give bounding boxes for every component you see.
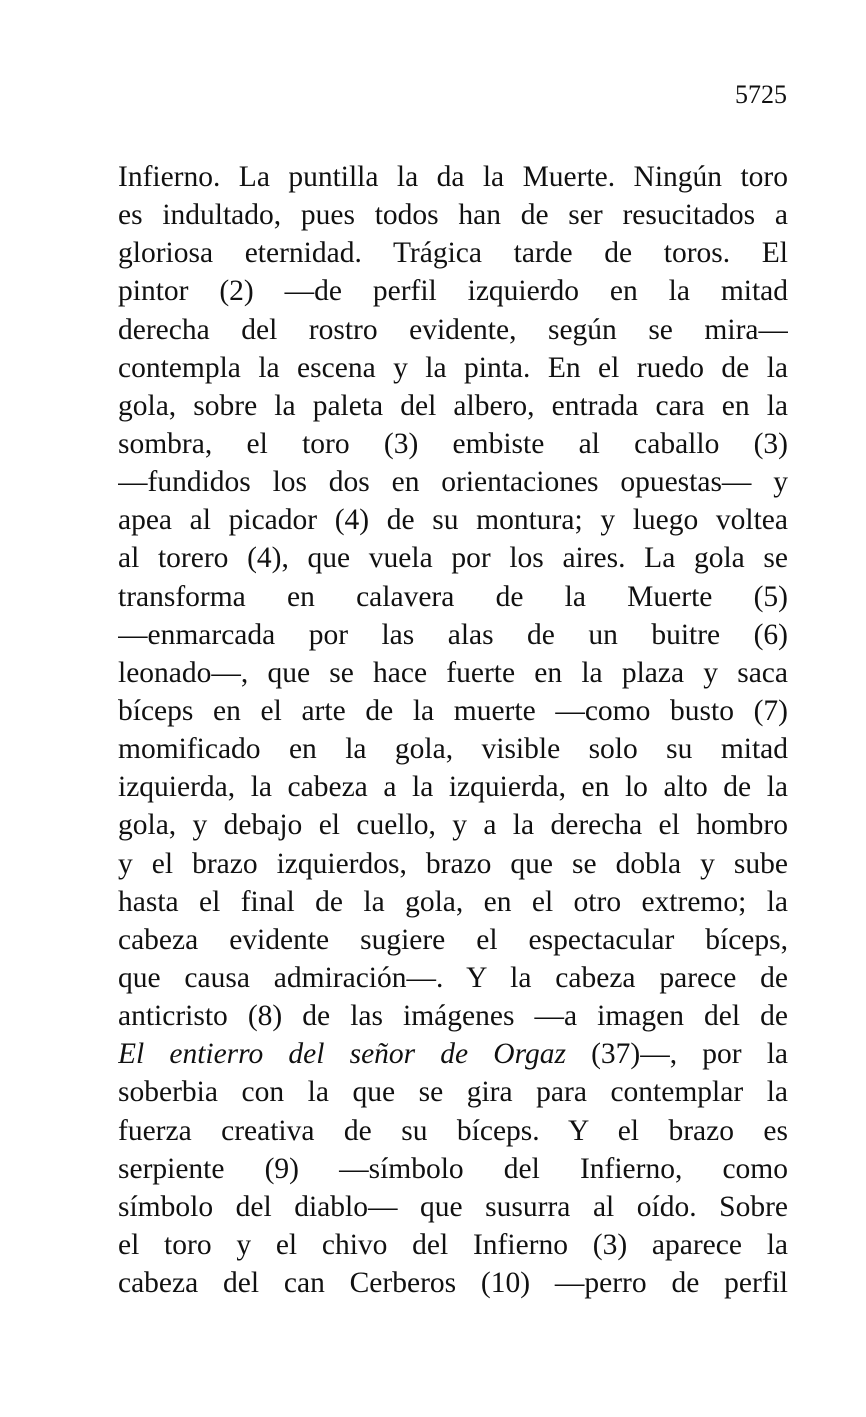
- text-line: momificado en la gola, visible solo su mitad: [118, 733, 788, 766]
- text-line: leonado—, que se hace fuerte en la plaza y saca: [118, 656, 788, 689]
- text-line: izquierda, la cabeza a la izquierda, en lo alto de la: [118, 771, 788, 804]
- text-line: —enmarcada por las alas de un buitre (6): [118, 618, 788, 651]
- text-line-with-italic-title: [118, 1035, 788, 1073]
- text-line: transforma en calavera de la Muerte (5): [118, 580, 788, 613]
- text-line: símbolo del diablo— que susurra al oído. Sobre: [118, 1190, 788, 1223]
- text-line: es indultado, pues todos han de ser resucitados a: [118, 199, 788, 232]
- text-line: que causa admiración—. Y la cabeza parece de: [118, 961, 788, 994]
- text-line: gola, sobre la paleta del albero, entrada cara en la: [118, 389, 788, 422]
- text-line: bíceps en el arte de la muerte —como busto (7): [118, 694, 788, 727]
- body-text: [118, 158, 788, 1302]
- text-line: derecha del rostro evidente, según se mira—: [118, 313, 788, 346]
- text-line: Infierno. La puntilla la da la Muerte. Ningún toro: [118, 161, 788, 193]
- text-line: gola, y debajo el cuello, y a la derecha el hombro: [118, 809, 788, 842]
- text-line: soberbia con la que se gira para contemplar la: [118, 1076, 788, 1109]
- text-line: el toro y el chivo del Infierno (3) aparece la: [118, 1228, 788, 1261]
- page-number: 5725: [735, 80, 787, 109]
- text-line: pintor (2) —de perfil izquierdo en la mitad: [118, 275, 788, 308]
- text-line: sombra, el toro (3) embiste al caballo (3): [118, 427, 788, 460]
- text-line: —fundidos los dos en orientaciones opuestas— y: [118, 466, 788, 499]
- text-line: al torero (4), que vuela por los aires. La gola se: [118, 542, 788, 575]
- text-line: hasta el final de la gola, en el otro extremo; la: [118, 885, 788, 918]
- text-line-rest: (37)—, por la: [565, 1038, 788, 1071]
- text-line: cabeza evidente sugiere el espectacular bíceps,: [118, 923, 788, 956]
- text-line: gloriosa eternidad. Trágica tarde de toros. El: [118, 237, 788, 270]
- text-line: serpiente (9) —símbolo del Infierno, como: [118, 1152, 788, 1185]
- italic-work-title: El entierro del señor de Orgaz: [118, 1038, 566, 1071]
- text-line: contempla la escena y la pinta. En el ruedo de la: [118, 351, 788, 384]
- text-line: y el brazo izquierdos, brazo que se dobla y sube: [118, 847, 788, 880]
- text-line: apea al picador (4) de su montura; y luego voltea: [118, 504, 788, 537]
- text-line: fuerza creativa de su bíceps. Y el brazo es: [118, 1114, 788, 1147]
- text-line: anticristo (8) de las imágenes —a imagen del de: [118, 1000, 788, 1033]
- text-line: cabeza del can Cerberos (10) —perro de perfil: [118, 1267, 788, 1300]
